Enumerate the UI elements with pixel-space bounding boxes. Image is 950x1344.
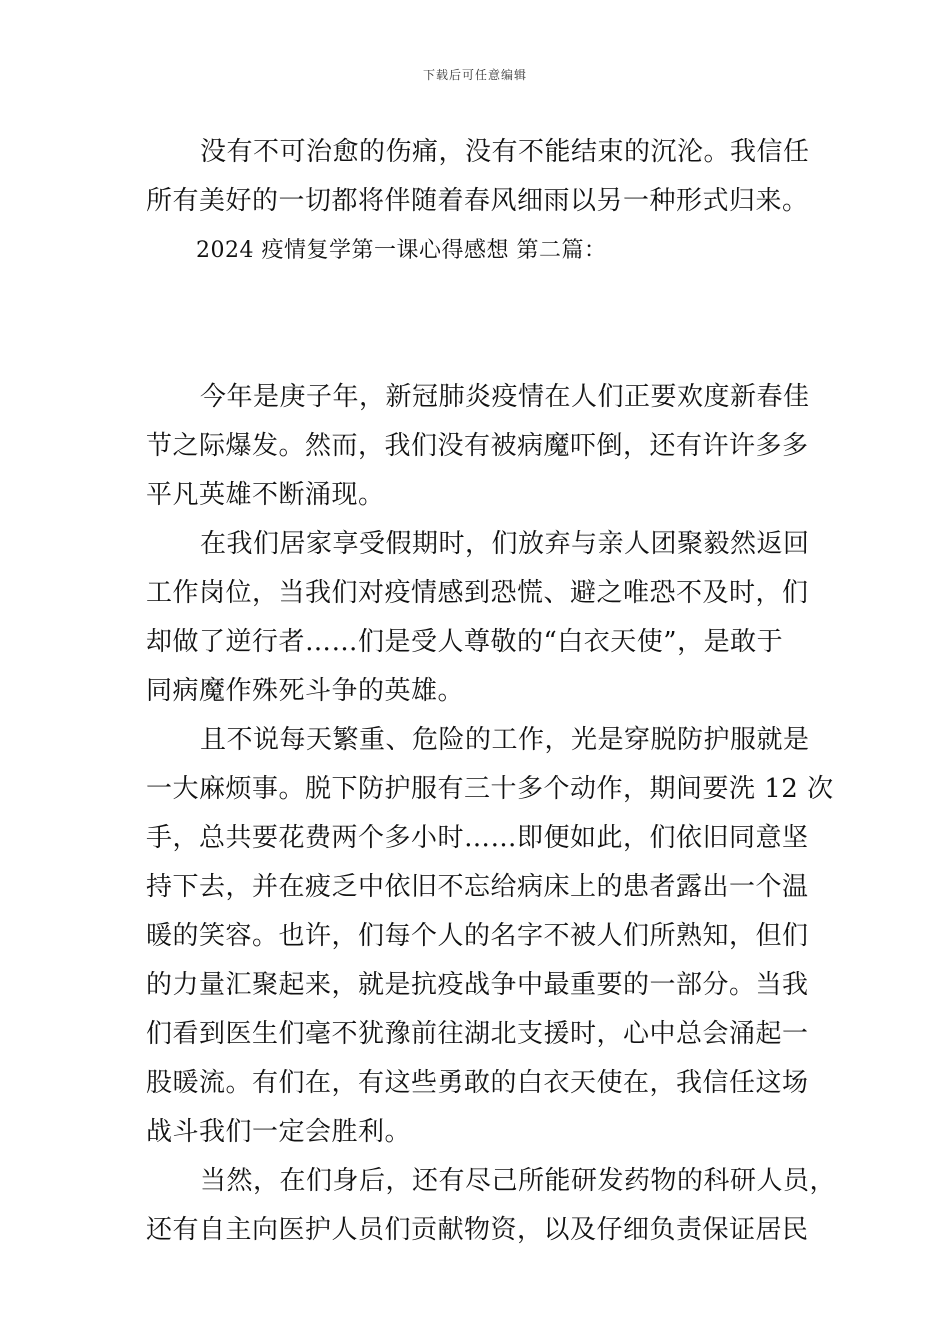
document-body <box>146 128 837 1255</box>
paragraph-5 <box>146 1157 837 1255</box>
text-line: 暖的笑容。也许，们每个人的名字不被人们所熟知，但们 <box>146 921 809 951</box>
text-line: 节之际爆发。然而，我们没有被病魔吓倒，还有许许多多 <box>146 431 809 461</box>
text-line: 在我们居家享受假期时，们放弃与亲人团聚毅然返回 <box>200 529 810 559</box>
text-line: 们看到医生们毫不犹豫前往湖北支援时，心中总会涌起一 <box>146 1019 809 1049</box>
text-line: 却做了逆行者……们是受人尊敬的“白衣天使”，是敢于 <box>146 627 784 657</box>
paragraph-4 <box>146 716 834 1157</box>
text-line: 战斗我们一定会胜利。 <box>146 1117 412 1147</box>
text-line: 同病魔作殊死斗争的英雄。 <box>146 676 465 706</box>
paragraph-3 <box>146 520 810 716</box>
text-line: 工作岗位，当我们对疫情感到恐慌、避之唯恐不及时，们 <box>146 578 809 608</box>
text-line: 今年是庚子年，新冠肺炎疫情在人们正要欢度新春佳 <box>200 382 810 412</box>
text-line: 所有美好的一切都将伴随着春风细雨以另一种形式归来。 <box>146 186 809 216</box>
text-line: 当然，在们身后，还有尽己所能研发药物的科研人员， <box>200 1166 837 1196</box>
text-line: 持下去，并在疲乏中依旧不忘给病床上的患者露出一个温 <box>146 872 809 902</box>
blank-space <box>146 275 810 373</box>
text-line: 的力量汇聚起来，就是抗疫战争中最重要的一部分。当我 <box>146 970 809 1000</box>
page-header: 下载后可任意编辑 <box>422 68 527 82</box>
text-line: 平凡英雄不断涌现。 <box>146 480 385 510</box>
paragraph-1 <box>146 128 810 226</box>
paragraph-2 <box>146 373 810 520</box>
section-heading: 2024 疫情复学第一课心得感想 第二篇： <box>196 238 607 263</box>
text-line: 没有不可治愈的伤痛，没有不能结束的沉沦。我信任 <box>200 137 810 167</box>
text-line: 还有自主向医护人员们贡献物资，以及仔细负责保证居民 <box>146 1215 809 1245</box>
text-line: 一大麻烦事。脱下防护服有三十多个动作，期间要洗 12 次 <box>146 774 834 804</box>
text-line: 且不说每天繁重、危险的工作，光是穿脱防护服就是 <box>200 725 810 755</box>
text-line: 股暖流。有们在，有这些勇敢的白衣天使在，我信任这场 <box>146 1068 809 1098</box>
text-line: 手，总共要花费两个多小时……即便如此，们依旧同意坚 <box>146 823 809 853</box>
